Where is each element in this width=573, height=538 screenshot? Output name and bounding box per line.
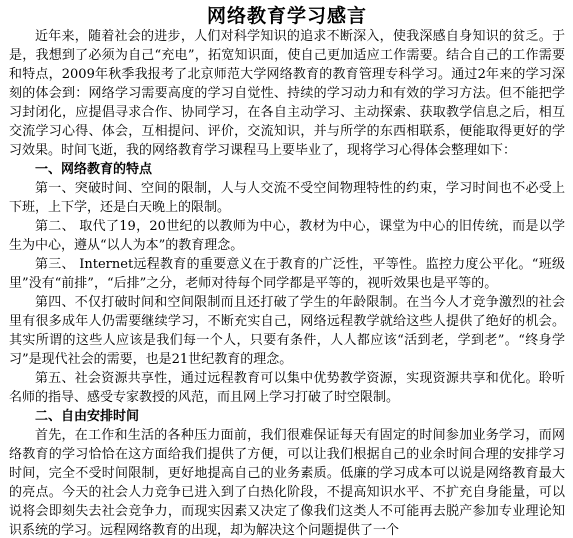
paragraph-feature-5: 第五、社会资源共享性，通过远程教育可以集中优势教学资源，实现资源共享和优化。聆听名师的指导、感受专家教授的风范，而且网上学习打破了时空限制。: [9, 371, 565, 405]
paragraph-feature-4: 第四、不仅打破时间和空间限制而且还打破了学生的年龄限制。在当今人才竞争激烈的社会里有很多成年人仍需要继续学习，不断充实自己，网络远程教学就给这些人提供了绝好的机会。其实所谓的这些人应该是我们每一个人，只要有条件，人人都应该“活到老，学到老”。“终身学习”是现代社会的需要，也是21世纪教育的理念。: [9, 295, 565, 367]
paragraph-feature-1: 第一、突破时间、空间的限制，人与人交流不受空间物理特性的约束，学习时间也不必受上下班，上下学，还是白天晚上的限制。: [9, 181, 565, 215]
document-title: 网络教育学习感言: [206, 5, 367, 27]
paragraph-schedule-1: 首先，在工作和生活的各种压力面前，我们很难保证每天有固定的时间参加业务学习，而网络教育的学习恰恰在这方面给我们提供了方便，可以让我们根据自己的业余时间合理的安排学习时间，完全不受时间限制，更好地提高自己的业务素质。低廉的学习成本可以说是网络教育最大的亮点。今天的社会人力竞争已进入到了白热化阶段，不提高知识水平、不扩充自身能量，可以说将会即刻失去社会竞争力，而现实因素又决定了像我们这类人不可能再去脱产参加专业理论知识系统的学习。远程网络教育的出现，却为解决这个问题提供了一个: [9, 428, 565, 538]
paragraph-feature-2: 第二、 取代了19，20世纪的以教师为中心，教材为中心，课堂为中心的旧传统，而是以学生为中心，遵从“以人为本”的教育理念。: [9, 219, 565, 253]
section-heading-features: 一、网络教育的特点: [35, 162, 153, 177]
section-heading-schedule: 二、自由安排时间: [35, 409, 140, 424]
paragraph-feature-3: 第三、 Internet远程教育的重要意义在于教育的广泛性，平等性。监控力度公平化。“班级里”没有“前排”，“后排”之分，老师对待每个同学都是平等的，视听效果也是平等的。: [9, 257, 565, 291]
intro-paragraph: 近年来，随着社会的进步，人们对科学知识的追求不断深入，使我深感自身知识的贫乏。于是，我想到了必须为自己“充电”，拓宽知识面，使自己更加适应工作需要。结合自己的工作需要和特点，2009年秋季我报考了北京师范大学网络教育的教育管理专科学习。通过2年来的学习深刻的体会到：网络学习需要高度的学习自觉性、持续的学习动力和有效的学习方法。但不能把学习封闭化，应提倡寻求合作、协同学习，在各自主动学习、主动探索、获取教学信息之后，相互交流学习心得、体会，互相提问、评价，交流知识，并与所学的东西相联系，便能取得更好的学习效果。时间飞逝，我的网络教育学习课程马上要毕业了，现将学习心得体会整理如下：: [9, 29, 565, 158]
